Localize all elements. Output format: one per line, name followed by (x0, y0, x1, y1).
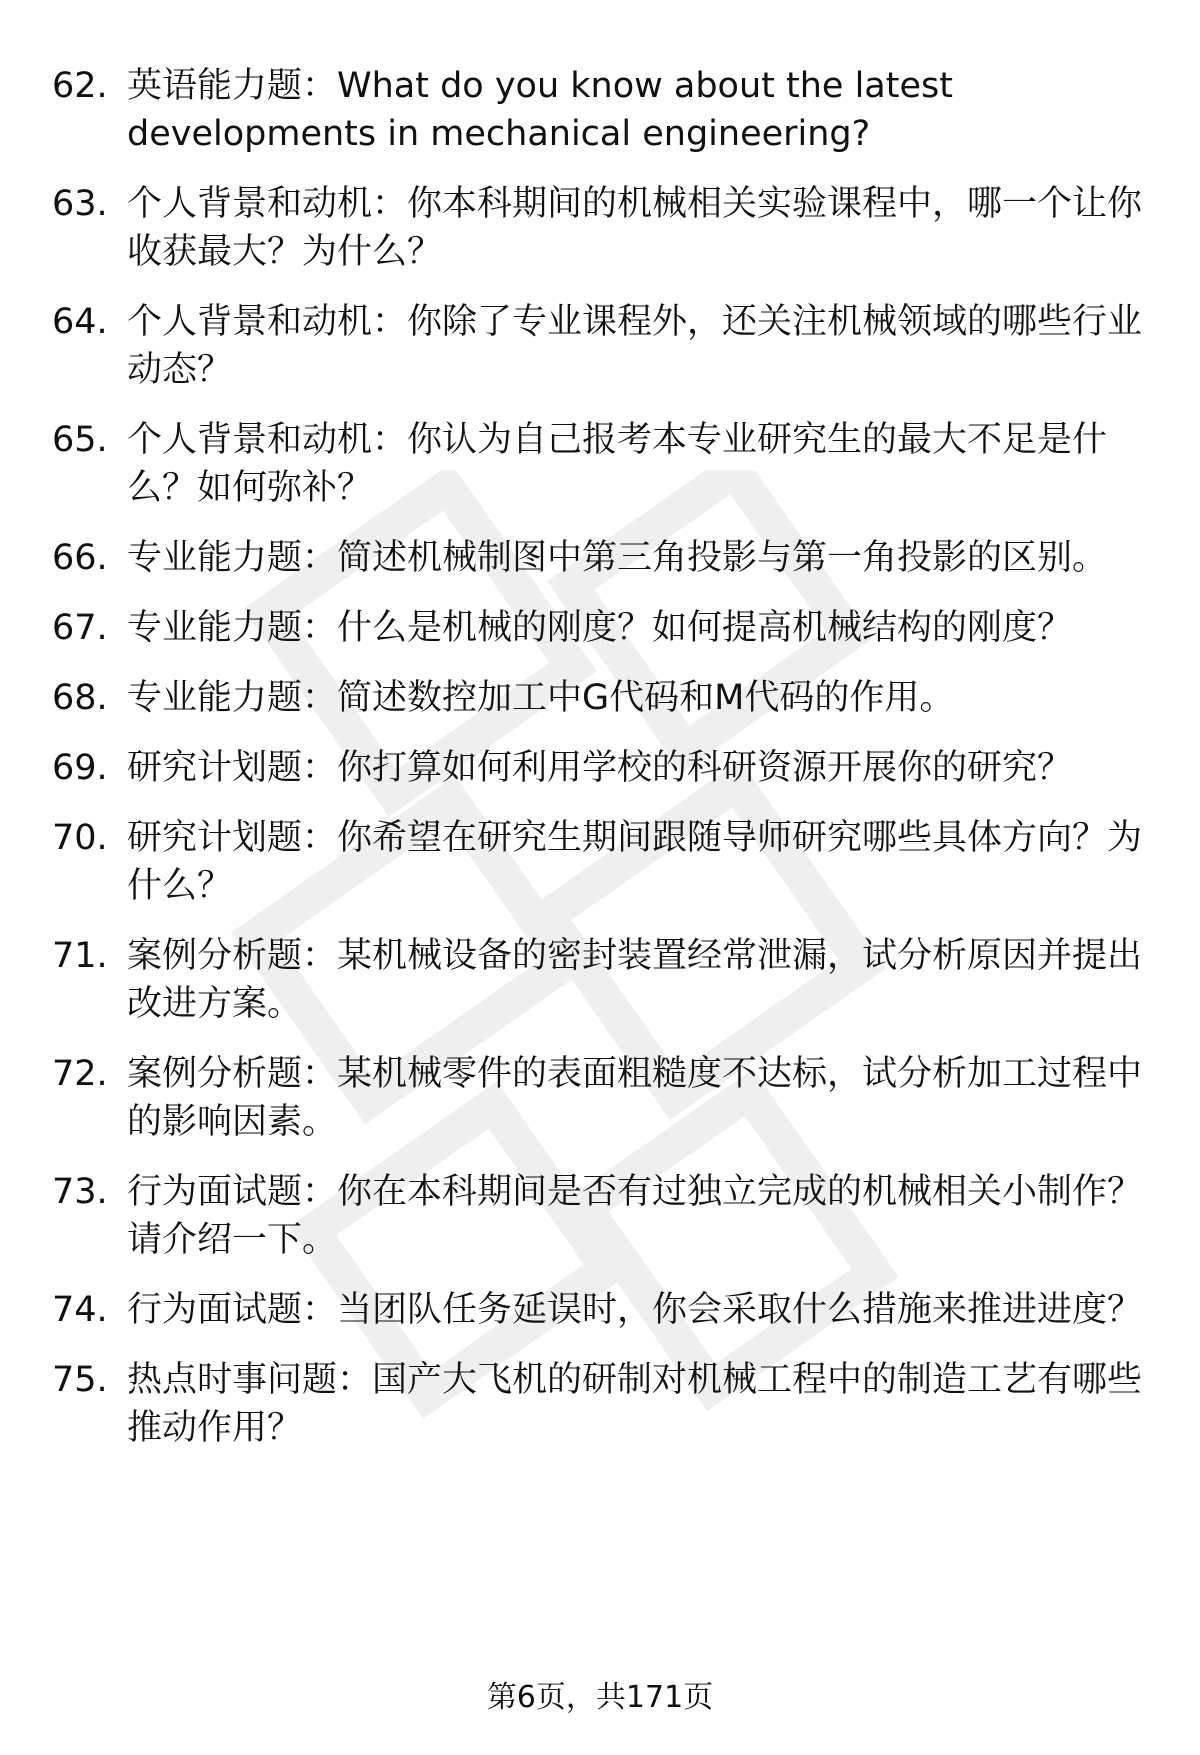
question-text: 专业能力题：简述机械制图中第三角投影与第一角投影的区别。 (127, 538, 1108, 578)
question-text: 行为面试题：你在本科期间是否有过独立完成的机械相关小制作？请介绍一下。 (127, 1172, 1143, 1260)
question-number: 63. (52, 184, 108, 224)
question-item (52, 180, 1152, 276)
question-number: 65. (52, 420, 108, 460)
question-item (52, 416, 1152, 512)
question-item (52, 1286, 1152, 1334)
question-text: 热点时事问题：国产大飞机的研制对机械工程中的制造工艺有哪些推动作用？ (127, 1360, 1143, 1448)
question-item (52, 814, 1152, 910)
question-item (52, 674, 1152, 722)
question-number: 75. (52, 1360, 108, 1400)
question-number: 74. (52, 1290, 108, 1330)
question-text: 专业能力题：什么是机械的刚度？如何提高机械结构的刚度？ (127, 608, 1073, 648)
question-text: 案例分析题：某机械设备的密封装置经常泄漏，试分析原因并提出改进方案。 (127, 936, 1143, 1024)
question-item (52, 62, 1152, 158)
question-number: 67. (52, 608, 108, 648)
question-text: 个人背景和动机：你认为自己报考本专业研究生的最大不足是什么？如何弥补？ (127, 420, 1108, 508)
question-text: 英语能力题：What do you know about the latest developments in mechanical engineering? (127, 66, 953, 154)
page-number-label: 第6页，共171页 (486, 1680, 714, 1715)
question-number: 72. (52, 1054, 108, 1094)
question-text: 专业能力题：简述数控加工中G代码和M代码的作用。 (127, 678, 955, 718)
question-number: 73. (52, 1172, 108, 1212)
question-number: 69. (52, 748, 108, 788)
question-text: 研究计划题：你打算如何利用学校的科研资源开展你的研究？ (127, 748, 1073, 788)
question-number: 62. (52, 66, 108, 106)
question-number: 70. (52, 818, 108, 858)
question-text: 研究计划题：你希望在研究生期间跟随导师研究哪些具体方向？为什么？ (127, 818, 1143, 906)
question-text: 案例分析题：某机械零件的表面粗糙度不达标，试分析加工过程中的影响因素。 (127, 1054, 1143, 1142)
question-item (52, 534, 1152, 582)
question-item (52, 1168, 1152, 1264)
page-footer (0, 1678, 1200, 1718)
question-text: 个人背景和动机：你本科期间的机械相关实验课程中，哪一个让你收获最大？为什么？ (127, 184, 1143, 272)
question-text: 个人背景和动机：你除了专业课程外，还关注机械领域的哪些行业动态？ (127, 302, 1143, 390)
question-item (52, 604, 1152, 652)
question-item (52, 1050, 1152, 1146)
question-number: 71. (52, 936, 108, 976)
question-number: 68. (52, 678, 108, 718)
question-item (52, 1356, 1152, 1452)
question-item (52, 932, 1152, 1028)
question-item (52, 298, 1152, 394)
question-list (52, 62, 1152, 1452)
question-text: 行为面试题：当团队任务延误时，你会采取什么措施来推进进度？ (127, 1290, 1143, 1330)
question-number: 64. (52, 302, 108, 342)
question-item (52, 744, 1152, 792)
question-number: 66. (52, 538, 108, 578)
